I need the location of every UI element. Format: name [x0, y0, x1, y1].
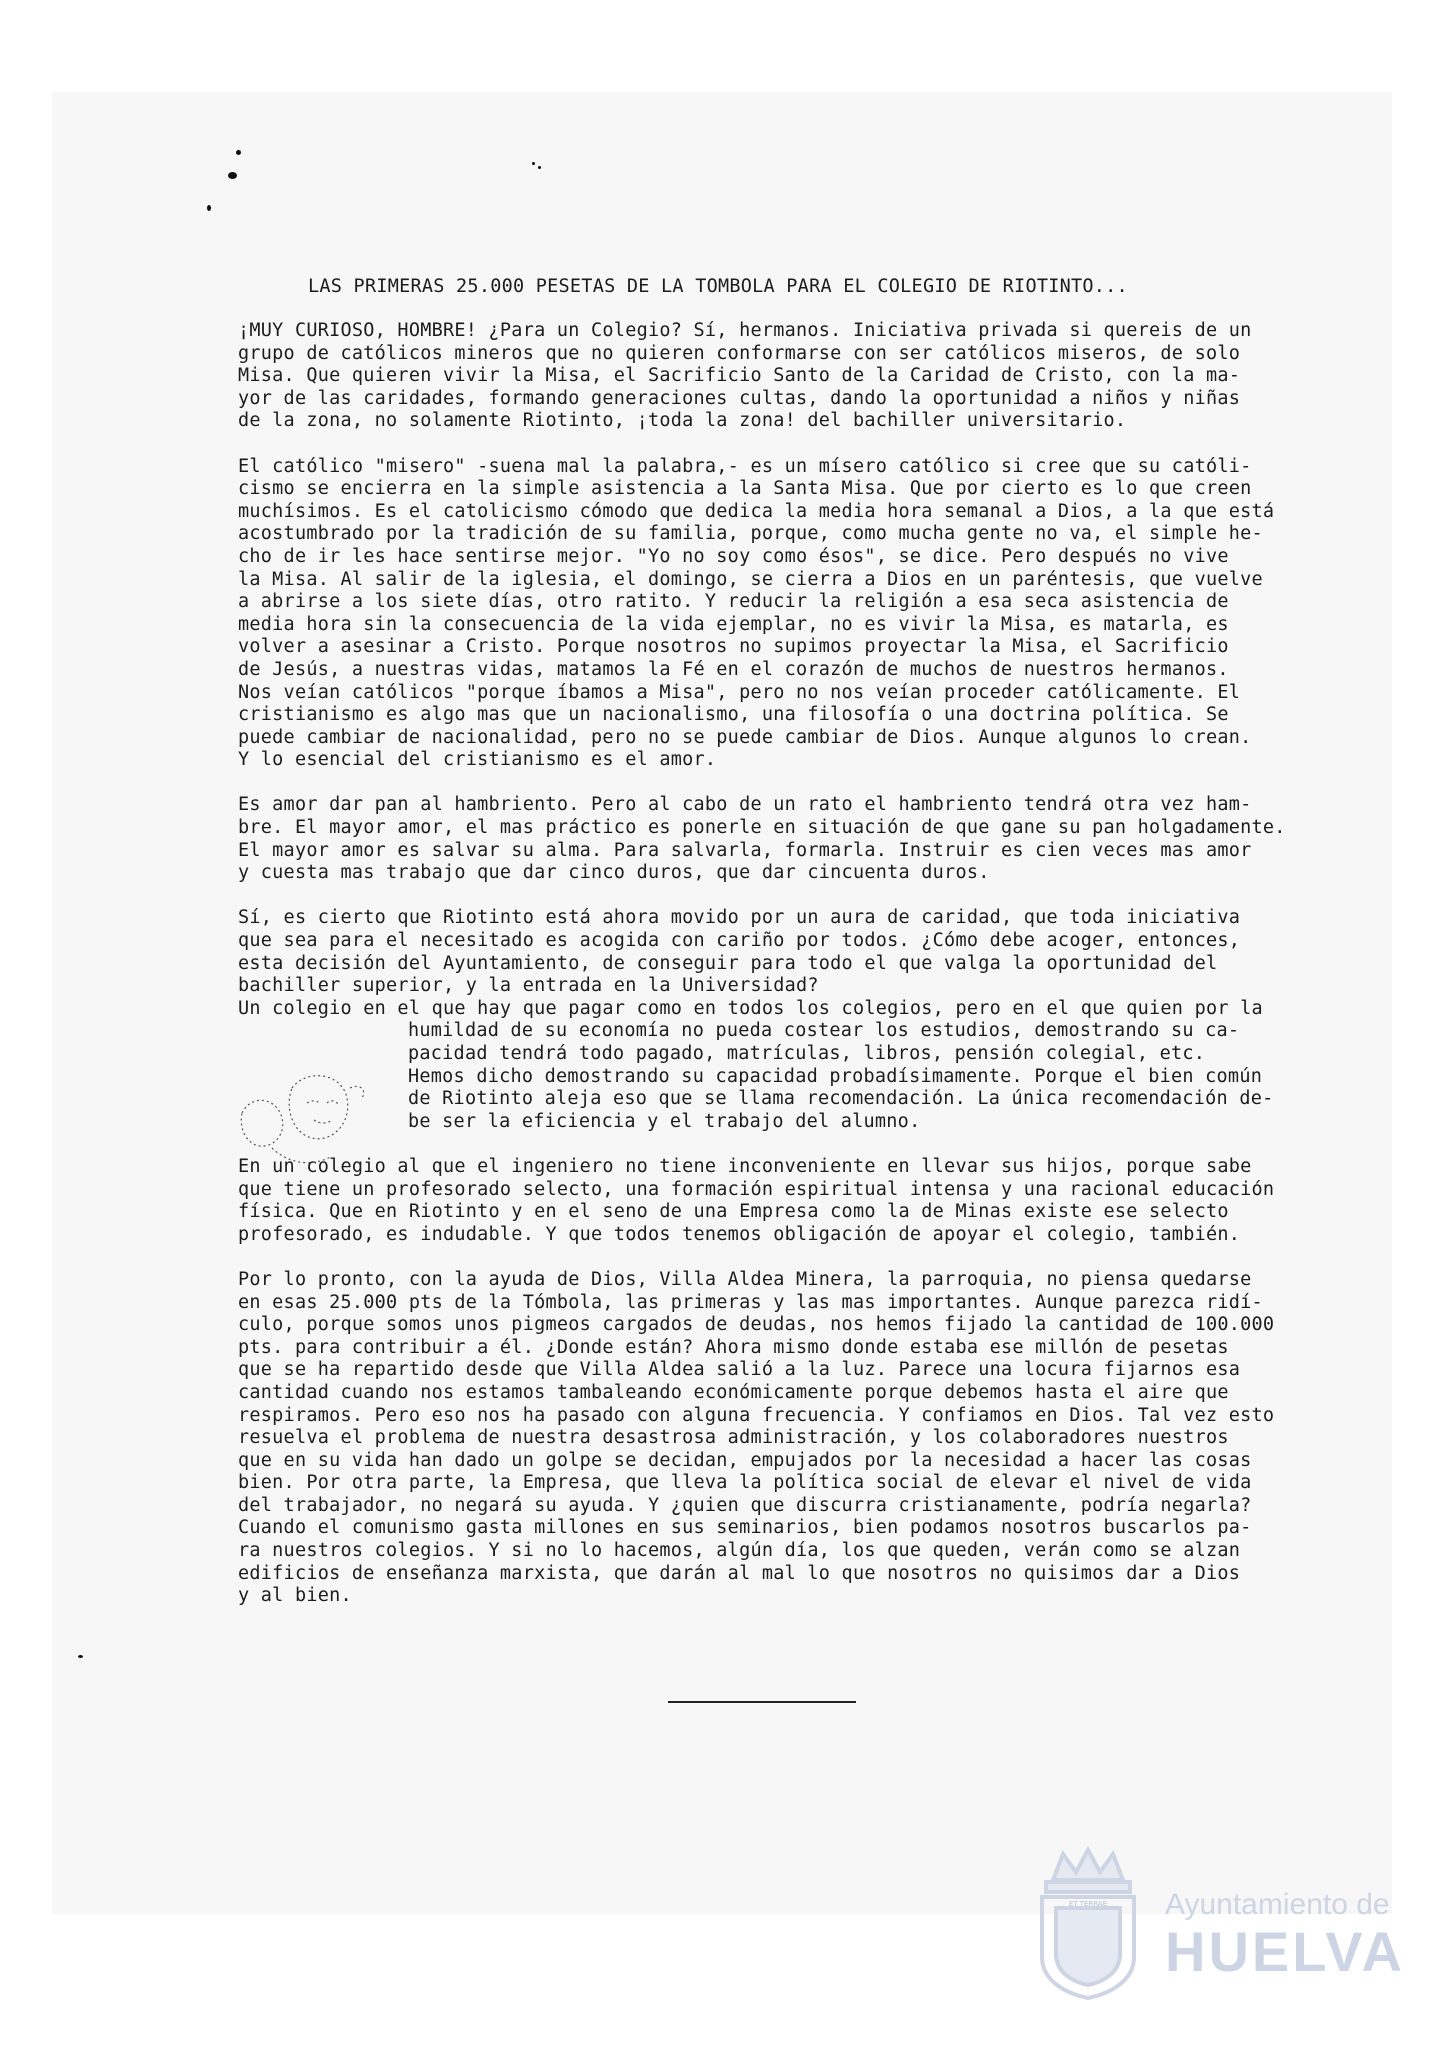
text-line: bre. El mayor amor, el mas práctico es ponerle en situación de que gane su pan holgadamente.: [238, 817, 1286, 839]
text-line: de la zona, no solamente Riotinto, ¡toda la zona! del bachiller universitario.: [238, 410, 1127, 432]
text-line: que en su vida han dado un golpe se decidan, empujados por la necesidad a hacer las cosas: [238, 1449, 1252, 1471]
document-title: LAS PRIMERAS 25.000 PESETAS DE LA TOMBOLA PARA EL COLEGIO DE RIOTINTO...: [308, 276, 1128, 297]
indented-text-line: humildad de su economía no pueda costear los estudios, demostrando su ca-: [408, 1020, 1240, 1042]
cherub-sketch-icon: [232, 1058, 382, 1178]
text-line: resuelva el problema de nuestra desastrosa administración, y los colaboradores nuestros: [238, 1427, 1229, 1449]
indented-text-line: be ser la eficiencia y el trabajo del alumno.: [408, 1110, 921, 1132]
text-line: acostumbrado por la tradición de su familia, porque, como mucha gente no va, el simple he-: [238, 523, 1263, 545]
text-line: cristianismo es algo mas que un nacionalismo, una filosofía o una doctrina política. Se: [238, 704, 1229, 726]
indented-text-line: Hemos dicho demostrando su capacidad probadísimamente. Porque el bien común: [408, 1065, 1263, 1087]
ink-speck: [207, 205, 211, 211]
text-line: del trabajador, no negará su ayuda. Y ¿quien que discurra cristianamente, podría negarla?: [238, 1494, 1252, 1516]
text-line: Y lo esencial del cristianismo es el amor.: [238, 749, 717, 771]
text-line: a abrirse a los siete días, otro ratito. Y reducir la religión a esa seca asistencia de: [238, 591, 1229, 613]
text-line: que tiene un profesorado selecto, una formación espiritual intensa y una racional educación: [238, 1178, 1275, 1200]
shield-motto: ET TERRAE: [1068, 1900, 1108, 1908]
text-line: de Jesús, a nuestras vidas, matamos la Fé en el corazón de muchos de nuestros hermanos.: [238, 658, 1229, 680]
text-line: Misa. Que quieren vivir la Misa, el Sacrificio Santo de la Caridad de Cristo, con la ma-: [238, 365, 1241, 387]
text-line: grupo de católicos mineros que no quieren conformarse con ser católicos miseros, de solo: [238, 342, 1241, 364]
document-body: [238, 320, 1328, 1630]
paragraph: [238, 1269, 1328, 1608]
text-line: que se ha repartido desde que Villa Aldea salió a la luz. Parece una locura fijarnos esa: [238, 1359, 1241, 1381]
text-line: que sea para el necesitado es acogida con cariño por todos. ¿Cómo debe acoger, entonces,: [238, 930, 1241, 952]
text-line: cantidad cuando nos estamos tambaleando económicamente porque debemos hasta el aire que: [238, 1381, 1229, 1403]
indented-text-line: pacidad tendrá todo pagado, matrículas, libros, pensión colegial, etc.: [408, 1043, 1206, 1064]
watermark-logo: [1165, 1888, 1405, 1982]
paragraph: [238, 320, 1328, 433]
text-line: El católico "misero" -suena mal la palabra,- es un mísero católico si cree que su católi-: [238, 455, 1252, 477]
text-line: Cuando el comunismo gasta millones en sus seminarios, bien podamos nosotros buscarlos pa-: [238, 1517, 1252, 1539]
text-line: muchísimos. Es el catolicismo cómodo que dedica la media hora semanal a Dios, a la que está: [238, 500, 1275, 522]
text-line: El mayor amor es salvar su alma. Para salvarla, formarla. Instruir es cien veces mas amor: [238, 839, 1252, 861]
text-line: física. Que en Riotinto y en el seno de una Empresa como la de Minas existe ese selecto: [238, 1201, 1229, 1223]
text-line: media hora sin la consecuencia de la vida ejemplar, no es vivir la Misa, es matarla, es: [238, 613, 1229, 635]
text-line: Es amor dar pan al hambriento. Pero al cabo de un rato el hambriento tendrá otra vez ham-: [238, 794, 1252, 816]
paragraph: [238, 907, 1328, 1133]
text-line: pts. para contribuir a él. ¿Donde están? Ahora mismo donde estaba ese millón de pesetas: [238, 1336, 1229, 1358]
ink-speck: [228, 172, 237, 179]
text-line: cho de ir les hace sentirse mejor. "Yo no soy como ésos", se dice. Pero después no vive: [238, 545, 1229, 567]
text-line: En un colegio al que el ingeniero no tiene inconveniente en llevar sus hijos, porque sabe: [238, 1155, 1252, 1177]
text-line: edificios de enseñanza marxista, que darán al mal lo que nosotros no quisimos dar a Dios: [238, 1562, 1241, 1584]
text-line: y cuesta mas trabajo que dar cinco duros, que dar cincuenta duros.: [238, 862, 990, 884]
text-line: profesorado, es indudable. Y que todos tenemos obligación de apoyar el colegio, también.: [238, 1223, 1241, 1245]
text-line: Por lo pronto, con la ayuda de Dios, Villa Aldea Minera, la parroquia, no piensa quedarse: [238, 1268, 1252, 1290]
huelva-shield-icon: [1028, 1842, 1148, 2002]
indented-text-line: de Riotinto aleja eso que se llama recomendación. La única recomendación de-: [408, 1088, 1274, 1110]
paragraph: [238, 1156, 1328, 1246]
text-line: Un colegio en el que hay que pagar como en todos los colegios, pero en el que quien por la: [238, 997, 1263, 1019]
text-line: bachiller superior, y la entrada en la Universidad?: [238, 975, 819, 997]
text-line: esta decisión del Ayuntamiento, de conseguir para todo el que valga la oportunidad del: [238, 952, 1218, 974]
closing-rule: [668, 1701, 856, 1703]
paragraph: [238, 794, 1328, 884]
text-line: culo, porque somos unos pigmeos cargados de deudas, nos hemos fijado la cantidad de 100.000: [238, 1314, 1275, 1336]
text-line: yor de las caridades, formando generaciones cultas, dando la oportunidad a niños y niñas: [238, 387, 1241, 409]
text-line: ¡MUY CURIOSO, HOMBRE! ¿Para un Colegio? Sí, hermanos. Iniciativa privada si quereis de un: [238, 320, 1252, 341]
text-line: en esas 25.000 pts de la Tómbola, las primeras y las mas importantes. Aunque parezca ridí-: [238, 1291, 1263, 1313]
ink-speck: [532, 162, 535, 165]
text-line: respiramos. Pero eso nos ha pasado con alguna frecuencia. Y confiamos en Dios. Tal vez esto: [238, 1404, 1275, 1426]
watermark-bottom-text: HUELVA: [1165, 1920, 1405, 1983]
watermark-top-text: Ayuntamiento de: [1165, 1888, 1390, 1921]
text-line: cismo se encierra en la simple asistencia a la Santa Misa. Que por cierto es lo que creen: [238, 478, 1252, 500]
text-line: Nos veían católicos "porque íbamos a Misa", pero no nos veían proceder católicamente. El: [238, 681, 1241, 703]
text-line: puede cambiar de nacionalidad, pero no se puede cambiar de Dios. Aunque algunos lo crean.: [238, 726, 1252, 748]
ink-speck: [538, 166, 541, 169]
ink-speck: [236, 150, 241, 155]
text-line: volver a asesinar a Cristo. Porque nosotros no supimos proyectar la Misa, el Sacrificio: [238, 636, 1229, 658]
text-line: y al bien.: [238, 1585, 352, 1607]
text-line: Sí, es cierto que Riotinto está ahora movido por un aura de caridad, que toda iniciativa: [238, 907, 1241, 929]
ink-speck: [78, 1655, 83, 1658]
text-line: ra nuestros colegios. Y si no lo hacemos, algún día, los que queden, verán como se alzan: [238, 1540, 1241, 1562]
text-line: bien. Por otra parte, la Empresa, que lleva la política social de elevar el nivel de vida: [238, 1472, 1252, 1494]
text-line: la Misa. Al salir de la iglesia, el domingo, se cierra a Dios en un paréntesis, que vuelve: [238, 568, 1263, 590]
paragraph: [238, 456, 1328, 772]
